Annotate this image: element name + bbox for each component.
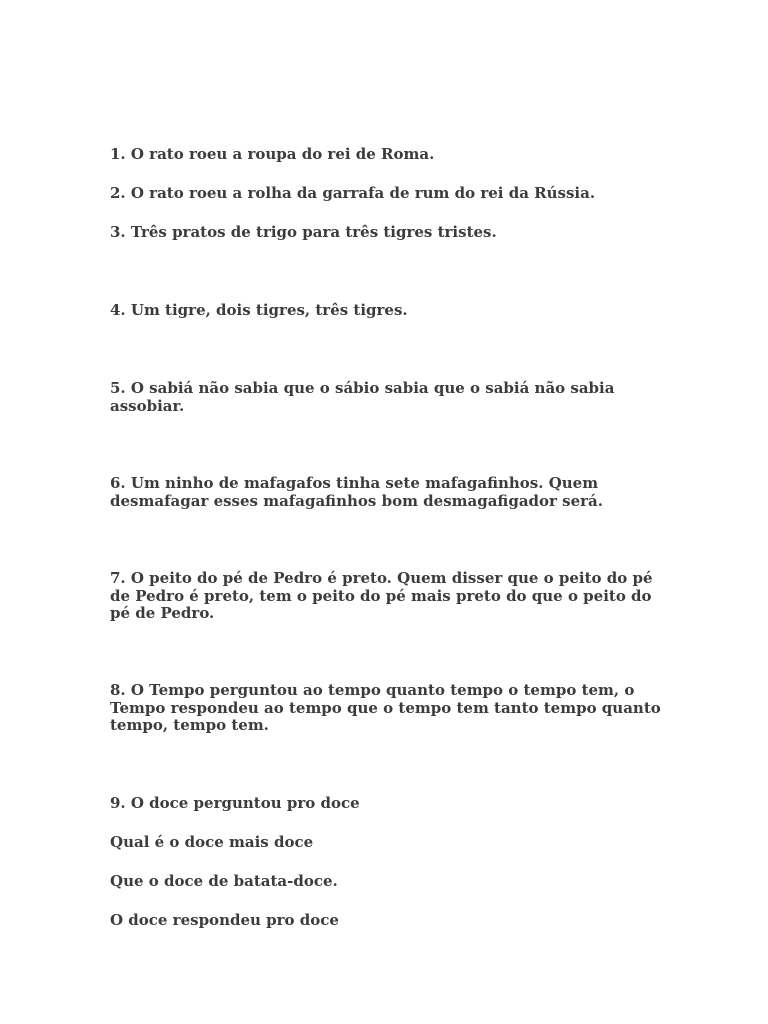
verse-line-2: Que o doce de batata-doce.: [110, 872, 338, 890]
paragraph-item-4: 4. Um tigre, dois tigres, três tigres.: [110, 301, 408, 319]
paragraph-item-8: 8. O Tempo perguntou ao tempo quanto tempo o tempo tem, o Tempo respondeu ao tempo que o tempo tem tanto tempo quanto tempo, tempo tem.: [110, 681, 661, 734]
verse-line-3: O doce respondeu pro doce: [110, 911, 339, 929]
paragraph-item-6: 6. Um ninho de mafagafos tinha sete mafagafinhos. Quem desmafagar esses mafagafinhos bom desmagafigador será.: [110, 474, 604, 510]
paragraph-item-9: 9. O doce perguntou pro doce: [110, 794, 360, 812]
paragraph-item-5: 5. O sabiá não sabia que o sábio sabia que o sabiá não sabia assobiar.: [110, 379, 615, 415]
paragraph-item-1: 1. O rato roeu a roupa do rei de Roma.: [110, 145, 435, 163]
paragraph-item-3: 3. Três pratos de trigo para três tigres tristes.: [110, 223, 497, 241]
paragraph-item-2: 2. O rato roeu a rolha da garrafa de rum do rei da Rússia.: [110, 184, 596, 202]
paragraph-item-7: 7. O peito do pé de Pedro é preto. Quem disser que o peito do pé de Pedro é preto, tem o peito do pé mais preto do que o peito do pé de Pedro.: [110, 569, 653, 622]
verse-line-1: Qual é o doce mais doce: [110, 833, 314, 851]
